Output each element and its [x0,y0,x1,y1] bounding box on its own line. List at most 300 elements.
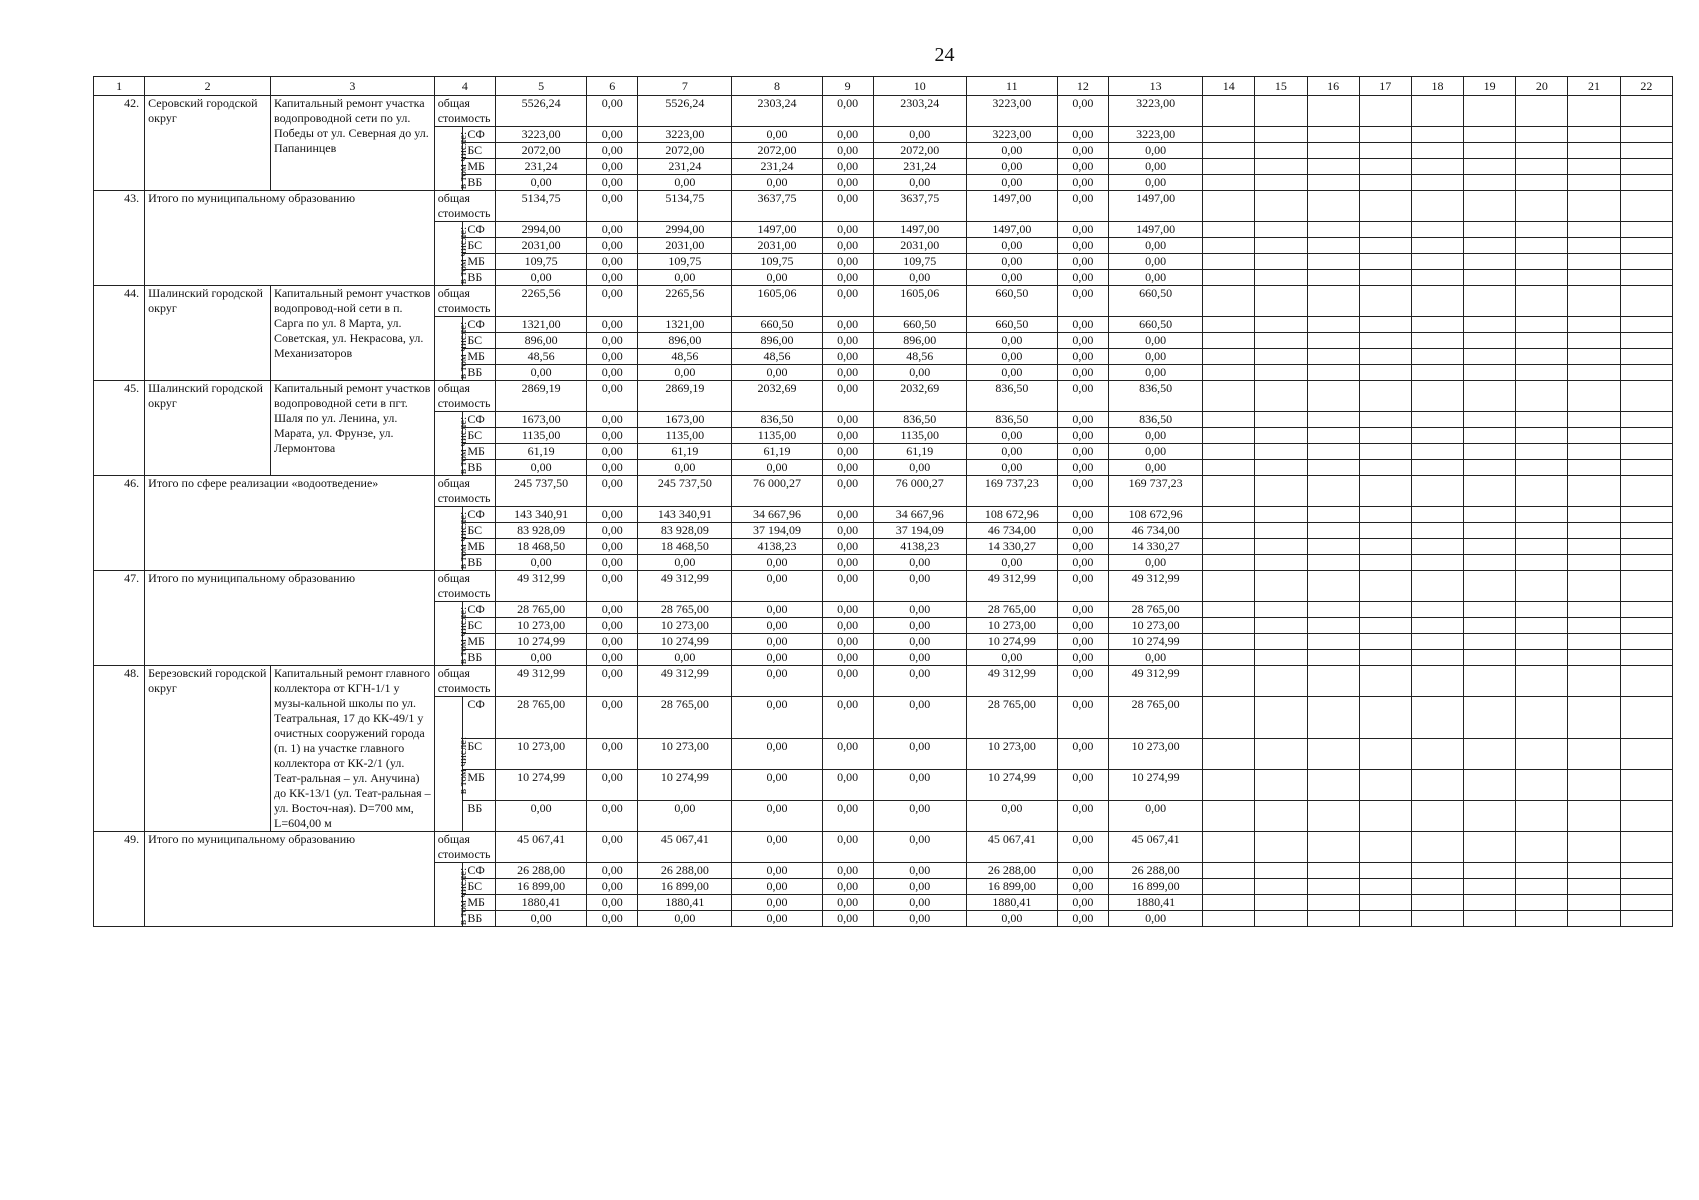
funding-source: СФ [463,222,496,238]
empty-cell [1307,191,1359,222]
empty-cell [1307,381,1359,412]
value-cell: 2072,00 [732,143,822,159]
empty-cell [1307,634,1359,650]
table-row [94,666,1673,697]
value-cell: 0,00 [873,602,966,618]
value-cell: 1135,00 [732,428,822,444]
empty-cell [1411,697,1463,739]
summary-label: Итого по муниципальному образованию [145,571,435,666]
value-cell: 0,00 [1057,770,1108,801]
empty-cell [1464,127,1516,143]
empty-cell [1464,191,1516,222]
empty-cell [1203,832,1255,863]
empty-cell [1359,739,1411,770]
value-cell: 2031,00 [496,238,587,254]
value-cell: 0,00 [1057,286,1108,317]
empty-cell [1516,801,1568,832]
row-number: 46. [94,476,145,571]
funding-source: СФ [463,412,496,428]
value-cell: 0,00 [1109,238,1203,254]
value-cell: 0,00 [1109,911,1203,927]
value-cell: 0,00 [822,428,873,444]
value-cell: 836,50 [732,412,822,428]
value-cell: 1497,00 [732,222,822,238]
value-cell: 0,00 [822,460,873,476]
empty-cell [1411,523,1463,539]
funding-source: ВБ [463,911,496,927]
column-header: 20 [1516,77,1568,96]
value-cell: 836,50 [1109,412,1203,428]
value-cell: 0,00 [1057,863,1108,879]
empty-cell [1411,317,1463,333]
value-cell: 5526,24 [638,96,732,127]
empty-cell [1620,365,1672,381]
empty-cell [1411,254,1463,270]
value-cell: 0,00 [587,507,638,523]
value-cell: 83 928,09 [638,523,732,539]
value-cell: 49 312,99 [638,571,732,602]
value-cell: 2072,00 [638,143,732,159]
value-cell: 45 067,41 [638,832,732,863]
financing-table [93,76,1673,927]
value-cell: 660,50 [873,317,966,333]
summary-label: Итого по сфере реализации «водоотведение» [145,476,435,571]
empty-cell [1411,143,1463,159]
empty-cell [1203,555,1255,571]
empty-cell [1255,381,1307,412]
empty-cell [1568,539,1620,555]
value-cell: 143 340,91 [496,507,587,523]
empty-cell [1359,428,1411,444]
empty-cell [1203,127,1255,143]
empty-cell [1620,444,1672,460]
value-cell: 0,00 [1057,697,1108,739]
empty-cell [1411,175,1463,191]
empty-cell [1411,349,1463,365]
empty-cell [1464,666,1516,697]
value-cell: 48,56 [732,349,822,365]
value-cell: 49 312,99 [638,666,732,697]
value-cell: 0,00 [587,143,638,159]
empty-cell [1359,571,1411,602]
table-body [94,77,1673,927]
empty-cell [1307,333,1359,349]
value-cell: 48,56 [873,349,966,365]
empty-cell [1411,460,1463,476]
value-cell: 0,00 [1057,381,1108,412]
value-cell: 0,00 [587,602,638,618]
empty-cell [1568,555,1620,571]
empty-cell [1359,127,1411,143]
empty-cell [1203,507,1255,523]
empty-cell [1516,159,1568,175]
value-cell: 14 330,27 [966,539,1057,555]
empty-cell [1516,191,1568,222]
empty-cell [1516,222,1568,238]
value-cell: 0,00 [587,460,638,476]
empty-cell [1359,634,1411,650]
column-header: 4 [434,77,495,96]
empty-cell [1255,650,1307,666]
value-cell: 0,00 [1057,618,1108,634]
empty-cell [1203,159,1255,175]
value-cell: 0,00 [966,333,1057,349]
value-cell: 28 765,00 [496,602,587,618]
value-cell: 10 274,99 [966,770,1057,801]
value-cell: 83 928,09 [496,523,587,539]
value-cell: 1880,41 [496,895,587,911]
empty-cell [1516,444,1568,460]
value-cell: 0,00 [822,159,873,175]
empty-cell [1307,555,1359,571]
value-cell: 0,00 [638,555,732,571]
value-cell: 0,00 [1057,222,1108,238]
column-header: 15 [1255,77,1307,96]
value-cell: 0,00 [822,444,873,460]
value-cell: 0,00 [822,602,873,618]
value-cell: 0,00 [587,96,638,127]
value-cell: 0,00 [587,539,638,555]
value-cell: 0,00 [638,650,732,666]
empty-cell [1255,879,1307,895]
empty-cell [1307,602,1359,618]
funding-source: ВБ [463,365,496,381]
empty-cell [1516,666,1568,697]
value-cell: 0,00 [587,222,638,238]
empty-cell [1203,444,1255,460]
empty-cell [1516,333,1568,349]
empty-cell [1255,739,1307,770]
empty-cell [1203,175,1255,191]
column-header: 5 [496,77,587,96]
value-cell: 0,00 [587,770,638,801]
value-cell: 1605,06 [732,286,822,317]
value-cell: 3637,75 [873,191,966,222]
empty-cell [1620,666,1672,697]
value-cell: 0,00 [496,801,587,832]
value-cell: 26 288,00 [1109,863,1203,879]
empty-cell [1255,444,1307,460]
empty-cell [1568,412,1620,428]
page-number: 24 [934,44,955,66]
value-cell: 0,00 [496,270,587,286]
empty-cell [1359,650,1411,666]
empty-cell [1203,222,1255,238]
empty-cell [1464,697,1516,739]
empty-cell [1411,270,1463,286]
row-number: 48. [94,666,145,832]
empty-cell [1516,571,1568,602]
empty-cell [1307,666,1359,697]
funding-source: МБ [463,159,496,175]
empty-cell [1620,428,1672,444]
empty-cell [1255,460,1307,476]
empty-cell [1620,602,1672,618]
empty-cell [1516,602,1568,618]
value-cell: 5526,24 [496,96,587,127]
empty-cell [1203,879,1255,895]
value-cell: 46 734,00 [966,523,1057,539]
municipality: Шалинский городской округ [145,381,271,476]
empty-cell [1411,96,1463,127]
column-header: 2 [145,77,271,96]
work-description: Капитальный ремонт участка водопроводной сети по ул. Победы от ул. Северная до ул. Папанинцев [271,96,435,191]
value-cell: 0,00 [587,571,638,602]
value-cell: 28 765,00 [496,697,587,739]
empty-cell [1203,333,1255,349]
table-row [94,381,1673,412]
empty-cell [1516,911,1568,927]
value-cell: 0,00 [1057,143,1108,159]
empty-cell [1516,895,1568,911]
value-cell: 0,00 [822,238,873,254]
value-cell: 0,00 [822,270,873,286]
total-label: общая стоимость [434,832,495,863]
value-cell: 0,00 [822,254,873,270]
value-cell: 10 273,00 [1109,618,1203,634]
value-cell: 1673,00 [496,412,587,428]
value-cell: 0,00 [822,317,873,333]
empty-cell [1464,222,1516,238]
column-header: 9 [822,77,873,96]
value-cell: 108 672,96 [966,507,1057,523]
value-cell: 10 274,99 [1109,634,1203,650]
value-cell: 28 765,00 [966,697,1057,739]
value-cell: 3223,00 [966,127,1057,143]
funding-source: ВБ [463,270,496,286]
value-cell: 1497,00 [966,222,1057,238]
empty-cell [1411,879,1463,895]
empty-cell [1464,911,1516,927]
empty-cell [1307,697,1359,739]
value-cell: 0,00 [822,697,873,739]
empty-cell [1307,507,1359,523]
empty-cell [1255,863,1307,879]
empty-cell [1516,127,1568,143]
value-cell: 48,56 [638,349,732,365]
value-cell: 108 672,96 [1109,507,1203,523]
empty-cell [1516,428,1568,444]
value-cell: 0,00 [496,911,587,927]
value-cell: 0,00 [732,571,822,602]
empty-cell [1255,666,1307,697]
value-cell: 1673,00 [638,412,732,428]
value-cell: 26 288,00 [638,863,732,879]
column-header: 7 [638,77,732,96]
value-cell: 0,00 [587,238,638,254]
value-cell: 0,00 [1109,333,1203,349]
empty-cell [1620,270,1672,286]
value-cell: 0,00 [1057,539,1108,555]
value-cell: 0,00 [732,832,822,863]
municipality: Серовский городской округ [145,96,271,191]
value-cell: 0,00 [638,911,732,927]
empty-cell [1464,460,1516,476]
value-cell: 0,00 [822,365,873,381]
empty-cell [1307,159,1359,175]
column-header: 19 [1464,77,1516,96]
empty-cell [1203,460,1255,476]
empty-cell [1307,911,1359,927]
empty-cell [1203,476,1255,507]
value-cell: 0,00 [732,634,822,650]
empty-cell [1568,571,1620,602]
funding-source: МБ [463,539,496,555]
empty-cell [1359,697,1411,739]
value-cell: 0,00 [587,697,638,739]
value-cell: 0,00 [1057,412,1108,428]
value-cell: 49 312,99 [966,571,1057,602]
empty-cell [1568,191,1620,222]
empty-cell [1307,460,1359,476]
value-cell: 0,00 [1109,650,1203,666]
empty-cell [1516,618,1568,634]
value-cell: 45 067,41 [1109,832,1203,863]
value-cell: 0,00 [873,832,966,863]
funding-source: ВБ [463,801,496,832]
value-cell: 0,00 [587,555,638,571]
empty-cell [1203,349,1255,365]
row-number: 43. [94,191,145,286]
empty-cell [1411,832,1463,863]
empty-cell [1568,801,1620,832]
value-cell: 0,00 [822,476,873,507]
value-cell: 896,00 [732,333,822,349]
empty-cell [1203,96,1255,127]
empty-cell [1255,238,1307,254]
empty-cell [1255,618,1307,634]
value-cell: 10 273,00 [638,618,732,634]
column-header: 8 [732,77,822,96]
empty-cell [1411,911,1463,927]
value-cell: 0,00 [496,650,587,666]
municipality: Шалинский городской округ [145,286,271,381]
empty-cell [1516,317,1568,333]
column-header: 12 [1057,77,1108,96]
empty-cell [1464,286,1516,317]
empty-cell [1568,476,1620,507]
in-total-text: в том числе: [456,131,469,189]
value-cell: 0,00 [732,879,822,895]
empty-cell [1620,618,1672,634]
value-cell: 3223,00 [966,96,1057,127]
empty-cell [1464,507,1516,523]
value-cell: 10 274,99 [966,634,1057,650]
value-cell: 0,00 [873,365,966,381]
summary-label: Итого по муниципальному образованию [145,191,435,286]
empty-cell [1307,801,1359,832]
empty-cell [1620,286,1672,317]
value-cell: 1497,00 [1109,222,1203,238]
value-cell: 0,00 [587,333,638,349]
value-cell: 836,50 [1109,381,1203,412]
empty-cell [1568,832,1620,863]
empty-cell [1516,507,1568,523]
empty-cell [1359,412,1411,428]
empty-cell [1359,175,1411,191]
value-cell: 1135,00 [496,428,587,444]
value-cell: 45 067,41 [496,832,587,863]
value-cell: 28 765,00 [1109,697,1203,739]
empty-cell [1203,286,1255,317]
value-cell: 61,19 [732,444,822,460]
empty-cell [1620,412,1672,428]
empty-cell [1411,381,1463,412]
value-cell: 2072,00 [496,143,587,159]
value-cell: 0,00 [873,127,966,143]
value-cell: 0,00 [1057,270,1108,286]
value-cell: 0,00 [587,618,638,634]
funding-source: БС [463,879,496,895]
value-cell: 1880,41 [1109,895,1203,911]
empty-cell [1464,650,1516,666]
funding-source: БС [463,739,496,770]
empty-cell [1464,618,1516,634]
empty-cell [1568,697,1620,739]
empty-cell [1203,634,1255,650]
empty-cell [1359,159,1411,175]
funding-source: СФ [463,127,496,143]
empty-cell [1568,634,1620,650]
value-cell: 0,00 [1057,238,1108,254]
empty-cell [1203,365,1255,381]
value-cell: 0,00 [638,460,732,476]
value-cell: 2265,56 [496,286,587,317]
empty-cell [1411,428,1463,444]
value-cell: 836,50 [966,381,1057,412]
value-cell: 2032,69 [732,381,822,412]
funding-source: МБ [463,895,496,911]
value-cell: 5134,75 [496,191,587,222]
value-cell: 0,00 [587,911,638,927]
value-cell: 49 312,99 [1109,571,1203,602]
funding-source: СФ [463,602,496,618]
empty-cell [1464,349,1516,365]
value-cell: 10 274,99 [638,770,732,801]
empty-cell [1255,143,1307,159]
value-cell: 0,00 [732,739,822,770]
value-cell: 896,00 [496,333,587,349]
empty-cell [1307,523,1359,539]
value-cell: 660,50 [966,286,1057,317]
value-cell: 0,00 [966,650,1057,666]
empty-cell [1411,571,1463,602]
value-cell: 37 194,09 [732,523,822,539]
empty-cell [1359,270,1411,286]
funding-source: БС [463,333,496,349]
empty-cell [1516,175,1568,191]
value-cell: 0,00 [873,801,966,832]
value-cell: 0,00 [1109,555,1203,571]
empty-cell [1359,863,1411,879]
empty-cell [1255,191,1307,222]
empty-cell [1255,697,1307,739]
empty-cell [1568,523,1620,539]
value-cell: 2994,00 [496,222,587,238]
funding-source: СФ [463,863,496,879]
value-cell: 0,00 [966,143,1057,159]
empty-cell [1464,159,1516,175]
value-cell: 16 899,00 [638,879,732,895]
value-cell: 1497,00 [1109,191,1203,222]
value-cell: 4138,23 [873,539,966,555]
empty-cell [1307,127,1359,143]
empty-cell [1464,96,1516,127]
empty-cell [1568,159,1620,175]
value-cell: 0,00 [1057,507,1108,523]
value-cell: 0,00 [1109,444,1203,460]
value-cell: 0,00 [1109,801,1203,832]
